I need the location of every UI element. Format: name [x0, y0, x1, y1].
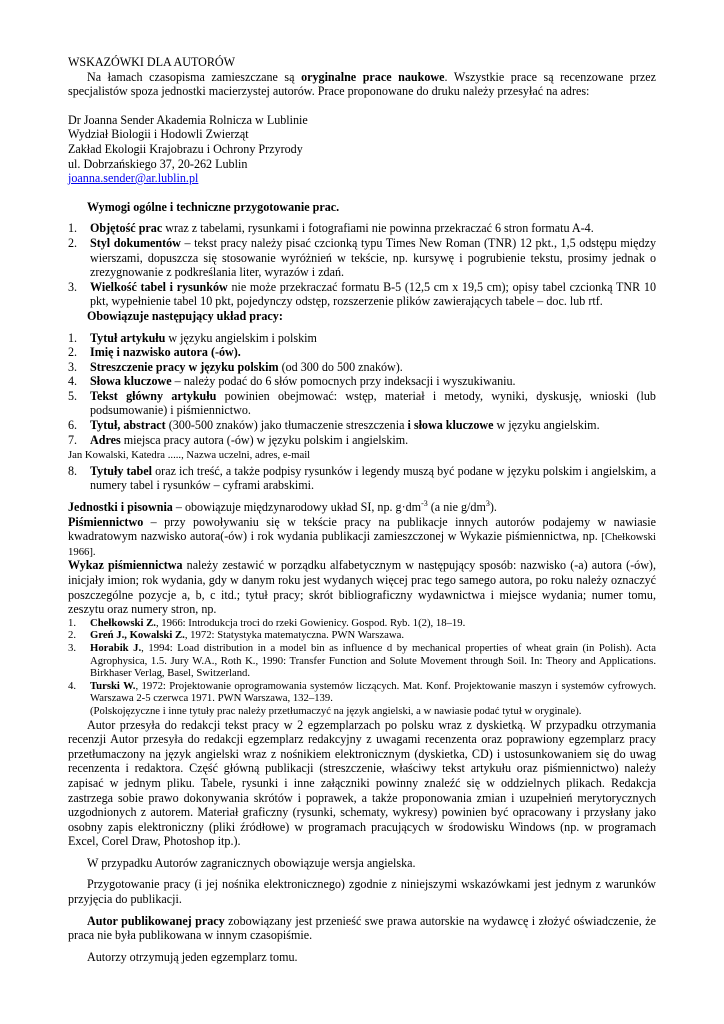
general-requirements-heading: Wymogi ogólne i techniczne przygotowanie prac. — [87, 199, 340, 214]
list-item: 5. Tekst główny artykułu powinien obejmować: wstęp, materiał i metody, wyniki, dyskusję, wnioski (lub podsumowanie) i piśmiennictwo. — [68, 388, 656, 418]
address-line-3: Zakład Ekologii Krajobrazu i Ochrony Przyrody — [68, 141, 303, 156]
list-item: 3. Streszczenie pracy w języku polskim (od 300 do 500 znaków). — [68, 359, 403, 374]
intro-pre: Na łamach czasopisma zamieszczane są — [87, 69, 302, 84]
list-item: 6. Tytuł, abstract (300-500 znaków) jako tłumaczenie streszczenia i słowa kluczowe w języku angielskim. — [68, 418, 600, 433]
units-paragraph: Jednostki i pisownia – obowiązuje międzynarodowy układ SI, np. $g\cdot dm^{-3}$ (a nie $g/dm^3$). — [68, 499, 497, 515]
intro-paragraph — [68, 70, 656, 99]
list-item: 7. Adres miejsca pracy autora (-ów) w języku polskim i angielskim. Jan Kowalski, Katedra ....., Nazwa uczelni, adres, e-mail — [68, 433, 656, 462]
document-page — [68, 55, 656, 964]
acceptance-paragraph: Przygotowanie pracy (i jej nośnika elektronicznego) zgodnie z niniejszymi wskazówkami jest jednym z warunków przyjęcia do publikacji. — [68, 877, 656, 907]
literature-example: [Chełkowski 1966]. — [68, 531, 656, 558]
address-block — [68, 113, 656, 186]
list-item: 3. Wielkość tabel i rysunków nie może przekraczać formatu B-5 (12,5 cm x 19,5 cm); opisy tabel czcionką TNR 10 pkt, wypełnienie tabel 10 pkt, pojedynczy odstęp, rozszerzenie plików zawierających tabele – doc. lub rtf. — [68, 279, 656, 309]
references-note: (Polskojęzyczne i inne tytuły prac należy przetłumaczyć na język angielski, a w nawiasie podać tytuł w oryginale). — [90, 704, 582, 717]
list-item: 2. Styl dokumentów – tekst pracy należy pisać czcionką typu Times New Roman (TNR) 12 pkt., 1,5 odstępu między wierszami, dopuszcza się stosowanie wyróżnień w tekście, np. kursywę i pogrubienie tekstu, prosimy jednak o zrezygnowanie z podkreślania liter, wyrazów i zdań. — [68, 235, 656, 280]
references-list — [68, 617, 656, 705]
address-line-2: Wydział Biologii i Hodowli Zwierząt — [68, 127, 249, 142]
layout-heading: Obowiązuje następujący układ pracy: — [87, 308, 283, 323]
reference-item: 3. Horabik J., 1994: Load distribution in a model bin as influence d by mechanical properties of wheat grain (in Polish). Acta Agrophysica, 1.5. Jury W.A., Roth K., 1990: Transfer Function and Solute Movement through Soil. In: Theory and Applications. Birkhaser Verlag, Basel, Switzerland. — [68, 641, 656, 680]
references-format-paragraph: Wykaz piśmiennictwa należy zestawić w porządku alfabetycznym w następujący sposób: nazwisko (-a) autora (-ów), inicjały imion; rok wydania, gdy w danym roku jest wydanych więcej prac tego samego autora, po roku należy oznaczyć poszczególne pozycje a, b, c itd.; tytuł pracy; skrót bibliograficzny wydawnictwa i miejsce wydania; numer tomu, zeszytu oraz numery stron, np. — [68, 558, 656, 617]
literature-paragraph: Piśmiennictwo – przy powoływaniu się w tekście pracy na publikacje innych autorów podajemy w nawiasie kwadratowym nazwisko autora(-ów) i rok wydania publikacji zamieszczonej w Wykazie piśmiennictwa, np. [Chełkowski 1966]. — [68, 514, 656, 558]
copies-paragraph: Autorzy otrzymują jeden egzemplarz tomu. — [87, 949, 298, 964]
list-item: 1. Tytuł artykułu w języku angielskim i polskim — [68, 330, 317, 345]
layout-list — [68, 331, 656, 494]
foreign-authors-paragraph: W przypadku Autorów zagranicznych obowiązuje wersja angielska. — [87, 855, 416, 870]
copyright-paragraph: Autor publikowanej pracy zobowiązany jest przenieść swe prawa autorskie na wydawcę i złożyć oświadczenie, że praca nie była publikowana w innym czasopiśmie. — [68, 913, 656, 943]
reference-item: 1. Chełkowski Z., 1966: Introdukcja troci do rzeki Gowienicy. Gospod. Ryb. 1(2), 18–19. — [68, 616, 466, 629]
list-item: 1. Objętość prac wraz z tabelami, rysunkami i fotografiami nie powinna przekraczać 6 stron formatu A-4. — [68, 221, 594, 236]
reference-item: 4. Turski W., 1972: Projektowanie oprogramowania systemów liczących. Mat. Konf. Projektowanie maszyn i systemów cyfrowych. Warszawa 2-5 czerwca 1971. PWN Warszawa, 132–139. — [68, 679, 656, 705]
list-item: 8. Tytuły tabel oraz ich treść, a także podpisy rysunków i legendy muszą być podane w języku polskim i angielskim, a numery tabel i rysunków – cyframi arabskimi. — [68, 463, 656, 493]
list-item: 4. Słowa kluczowe – należy podać do 6 słów pomocnych przy indeksacji i wyszukiwaniu. — [68, 374, 516, 389]
submission-paragraph: Autor przesyła do redakcji tekst pracy w 2 egzemplarzach po polsku wraz z dyskietką. W przypadku otrzymania recenzji Autor przesyła do redakcji egzemplarz redakcyjny z uwagami recenzenta oraz poprawiony egzemplarz pracy przetłumaczony na język angielski wraz z nośnikiem elektronicznym (dyskietka, CD) i ustosunkowaniem się do uwag recenzenta i redaktora. Część główną publikacji (streszczenie, właściwy tekst artykułu oraz piśmiennictwo) należy zapisać w jednym pliku. Tabele, rysunki i inne załączniki powinny znaleźć się w oddzielnych plikach. Redakcja zastrzega sobie prawo dokonywania skrótów i poprawek, a także proponowania zmian i uzupełnień merytorycznych uzgodnionych z autorem. Materiał graficzny (rysunki, schematy, wykresy) powinien być opracowany i przysłany jako osobny zapis elektroniczny (pliki źródłowe) w programach pracujących w środowisku Windows (np. w programach Excel, Corel Draw, Photoshop itp.). — [68, 717, 656, 849]
address-line-1: Dr Joanna Sender Akademia Rolnicza w Lublinie — [68, 112, 308, 127]
general-requirements-list — [68, 221, 656, 309]
intro-post: . Wszystkie prace są recenzowane przez specjalistów spoza jednostki macierzystej autorów. Prace proponowane do druku należy przesyłać na adres: — [68, 69, 656, 99]
reference-item: 2. Greń J., Kowalski Z., 1972: Statystyka matematyczna. PWN Warszawa. — [68, 629, 404, 642]
address-example: Jan Kowalski, Katedra ....., Nazwa uczelni, adres, e-mail — [68, 449, 311, 462]
list-item: 2. Imię i nazwisko autora (-ów). — [68, 345, 241, 360]
email-link[interactable]: joanna.sender@ar.lublin.pl — [68, 171, 199, 186]
address-line-4: ul. Dobrzańskiego 37, 20-262 Lublin — [68, 156, 248, 171]
intro-bold: oryginalne prace naukowe — [301, 69, 445, 84]
document-title: WSKAZÓWKI DLA AUTORÓW — [68, 55, 236, 69]
